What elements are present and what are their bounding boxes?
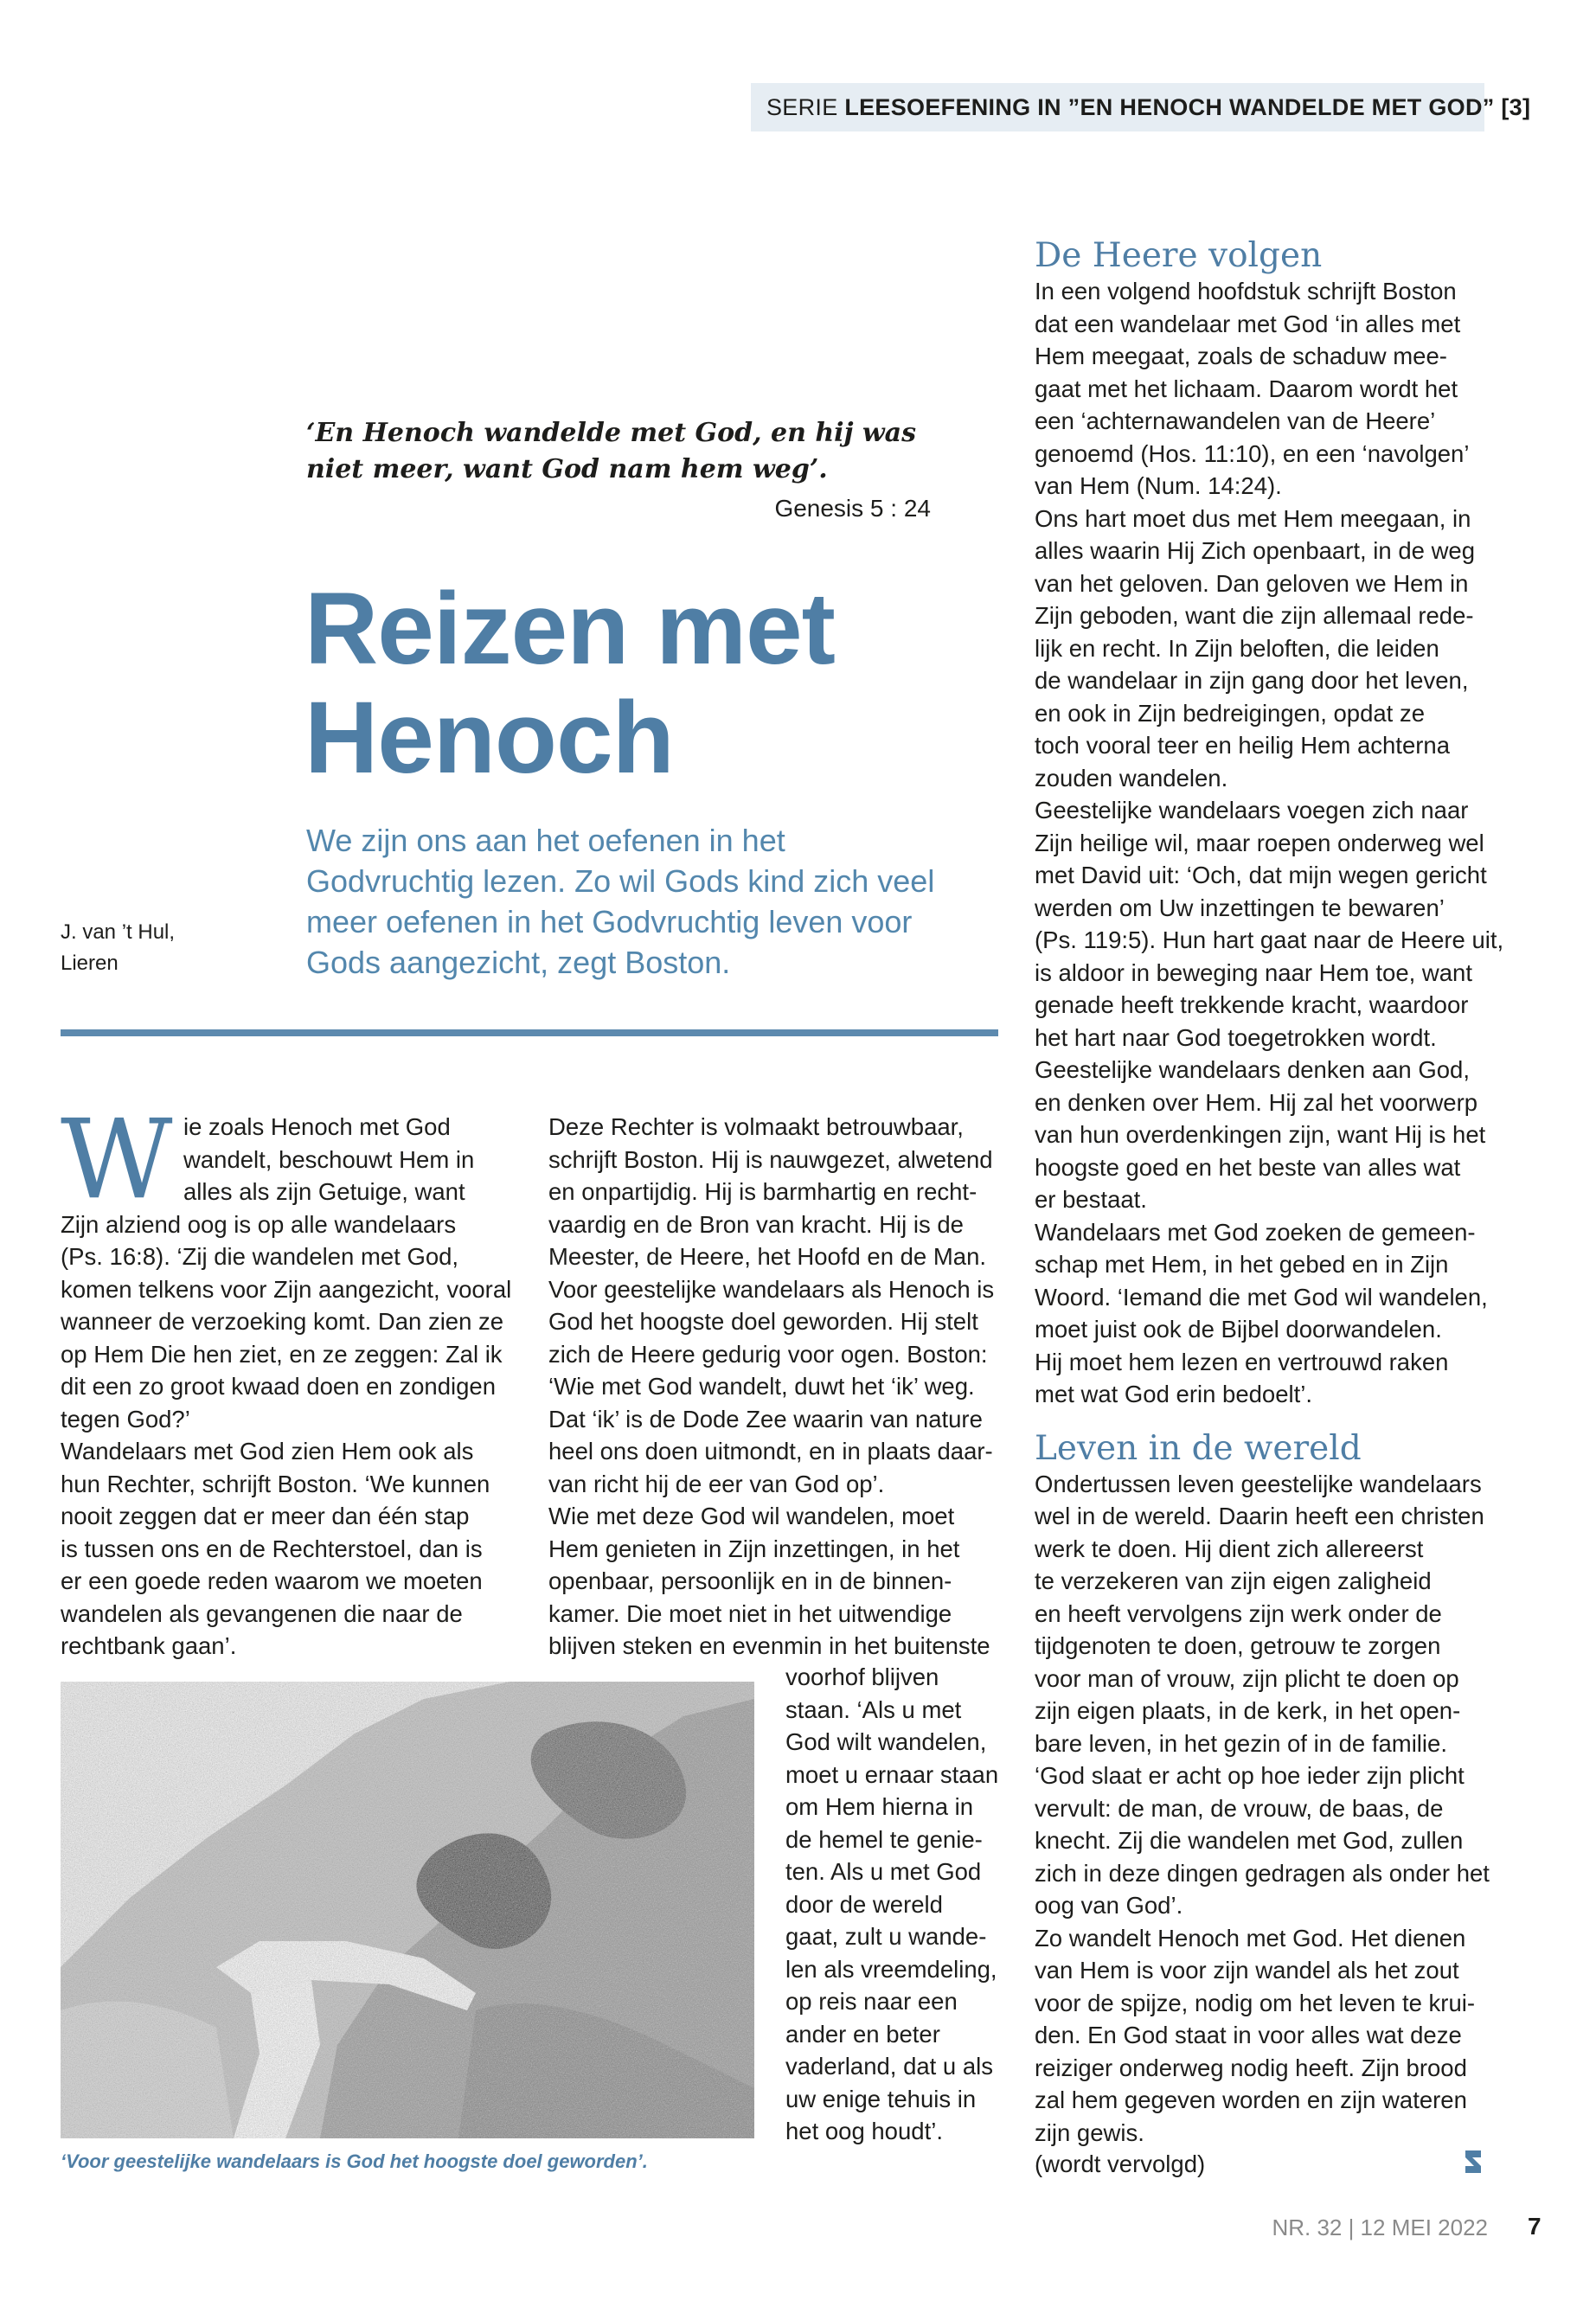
text-line: Voor geestelijke wandelaars als Henoch is xyxy=(548,1275,995,1303)
text-line: lijk en recht. In Zijn beloften, die leiden xyxy=(1035,634,1439,662)
text-line: Wie met deze God wil wandelen, moet xyxy=(548,1503,955,1529)
text-line: Hem meegaat, zoals de schaduw mee- xyxy=(1035,343,1447,369)
text-line: gaat met het lichaam. Daarom wordt het xyxy=(1035,375,1458,402)
text-line: rechtbank gaan’. xyxy=(61,1632,237,1659)
text-line: (Ps. 16:8). ‘Zij die wandelen met God, xyxy=(61,1243,459,1270)
text-line: alles waarin Hij Zich openbaart, in de weg xyxy=(1035,537,1476,564)
text-line: genade heeft trekkende kracht, waardoor xyxy=(1035,991,1469,1018)
text-line: alles als zijn Getuige, want xyxy=(183,1178,465,1205)
mountain-path-photo xyxy=(61,1682,754,2138)
text-line: wandelen als gevangenen die naar de xyxy=(61,1599,463,1627)
drop-cap: W xyxy=(61,1096,173,1223)
text-line: reiziger onderweg nodig heeft. Zijn brood xyxy=(1035,2054,1467,2081)
text-line: voor de spijze, nodig om het leven te krui- xyxy=(1035,1989,1476,2016)
text-line: met wat God erin bedoelt’. xyxy=(1035,1381,1313,1407)
text-line: Geestelijke wandelaars denken aan God, xyxy=(1035,1056,1470,1083)
text-line: Ondertussen leven geestelijke wandelaars xyxy=(1035,1470,1482,1497)
text-line: God het hoogste doel geworden. Hij stelt xyxy=(548,1308,978,1335)
text-line: Zijn alziend oog is op alle wandelaars xyxy=(61,1210,457,1238)
series-title: LEESOEFENING IN ”EN HENOCH WANDELDE MET GOD” [3] xyxy=(844,94,1531,120)
page-number: 7 xyxy=(1528,2213,1542,2240)
text-line: God wilt wandelen, xyxy=(785,1728,987,1755)
text-line: Zijn geboden, want die zijn allemaal rede- xyxy=(1035,602,1474,629)
text-line: het oog houdt’. xyxy=(785,2118,943,2144)
text-line: op reis naar een xyxy=(785,1988,958,2015)
text-line: dit een zo groot kwaad doen en zondigen xyxy=(61,1373,497,1400)
text-line: Dat ‘ik’ is de Dode Zee waarin van nature xyxy=(548,1405,983,1433)
bible-reference: Genesis 5 : 24 xyxy=(774,495,931,522)
text-line: van het geloven. Dan geloven we Hem in xyxy=(1035,569,1469,597)
text-line: een ‘achternawandelen van de Heere’ xyxy=(1035,407,1436,434)
body-column-1 xyxy=(61,1096,512,1663)
series-prefix: SERIE xyxy=(766,94,845,120)
text-line: len als vreemdeling, xyxy=(785,1955,997,1983)
text-line: uw enige tehuis in xyxy=(785,2085,977,2112)
text-line: wanneer de verzoeking komt. Dan zien ze xyxy=(61,1308,504,1335)
text-line: is tussen ons en de Rechterstoel, dan is xyxy=(61,1535,483,1562)
text-line: oog van God’. xyxy=(1035,1892,1183,1919)
text-line: Deze Rechter is volmaakt betrouwbaar, xyxy=(548,1113,964,1140)
text-line: moet juist ook de Bijbel doorwandelen. xyxy=(1035,1316,1442,1343)
text-line: en heeft vervolgens zijn werk onder de xyxy=(1035,1599,1442,1627)
text-line: om Hem hierna in xyxy=(785,1793,974,1820)
text-line: Zo wandelt Henoch met God. Het dienen xyxy=(1035,1924,1466,1952)
text-line: tegen God?’ xyxy=(61,1405,190,1433)
text-line: zijn eigen plaats, in de kerk, in het open- xyxy=(1035,1697,1461,1724)
text-line: In een volgend hoofdstuk schrijft Boston xyxy=(1035,278,1457,304)
text-line: tijdgenoten te doen, getrouw te zorgen xyxy=(1035,1632,1441,1659)
text-line: vaderland, dat u als xyxy=(785,2053,994,2080)
text-line: het hart naar God toegetrokken wordt. xyxy=(1035,1023,1437,1051)
text-line: heel ons doen uitmondt, en in plaats daar- xyxy=(548,1438,993,1465)
end-mark-icon xyxy=(1462,2147,1484,2176)
text-line: van hun overdenkingen zijn, want Hij is het xyxy=(1035,1121,1486,1148)
section-de-heere-volgen xyxy=(1035,275,1504,1411)
body-column-3 xyxy=(1035,236,1504,2149)
body-column-2-wrap xyxy=(785,1661,1000,2148)
text-line: en onpartijdig. Hij is barmhartig en recht- xyxy=(548,1178,977,1205)
article-lead: We zijn ons aan het oefenen in het Godvruchtig lezen. Zo wil Gods kind zich veel meer oefenen in het Godvruchtig leven voor Gods aangezicht, zegt Boston. xyxy=(306,823,935,980)
text-line: is aldoor in beweging naar Hem toe, want xyxy=(1035,958,1472,986)
bible-quote: ‘En Henoch wandelde met God, en hij was niet meer, want God nam hem weg’. xyxy=(306,418,917,484)
text-line: zijn gewis. xyxy=(1035,2118,1144,2146)
text-line: ‘God slaat er acht op hoe ieder zijn plicht xyxy=(1035,1762,1465,1789)
text-line: kamer. Die moet niet in het uitwendige xyxy=(548,1599,952,1627)
text-line: Wandelaars met God zoeken de gemeen- xyxy=(1035,1218,1476,1246)
mountain-path-illustration xyxy=(61,1682,754,2138)
to-be-continued: (wordt vervolgd) xyxy=(1035,2150,1206,2177)
text-line: gaat, zult u wande- xyxy=(785,1923,987,1950)
text-line: Meester, de Heere, het Hoofd en de Man. xyxy=(548,1243,986,1270)
text-line: te verzekeren van zijn eigen zaligheid xyxy=(1035,1567,1432,1594)
text-line: op Hem Die hen ziet, en ze zeggen: Zal ik xyxy=(61,1340,503,1368)
text-line: wel in de wereld. Daarin heeft een christen xyxy=(1035,1503,1484,1529)
text-line: Hem genieten in Zijn inzettingen, in het xyxy=(548,1535,960,1562)
text-line: bare leven, in het gezin of in de familie. xyxy=(1035,1729,1447,1757)
text-line: Woord. ‘Iemand die met God wil wandelen, xyxy=(1035,1283,1488,1311)
text-line: hoogste goed en het beste van alles wat xyxy=(1035,1153,1461,1181)
article-title xyxy=(304,572,927,795)
text-line: moet u ernaar staan xyxy=(785,1760,999,1788)
text-line: zich de Heere gedurig voor ogen. Boston: xyxy=(548,1340,988,1368)
text-line: zal hem gegeven worden en zijn wateren xyxy=(1035,2086,1467,2113)
text-line: schrijft Boston. Hij is nauwgezet, alwetend xyxy=(548,1145,993,1173)
text-line: zouden wandelen. xyxy=(1035,764,1228,792)
text-line: voorhof blijven xyxy=(785,1663,939,1690)
title-line: Henoch xyxy=(304,681,674,795)
text-line: van Hem (Num. 14:24). xyxy=(1035,472,1282,499)
text-line: met David uit: ‘Och, dat mijn wegen gericht xyxy=(1035,862,1487,888)
text-line: blijven steken en evenmin in het buitenste xyxy=(548,1632,990,1659)
text-line: de wandelaar in zijn gang door het leven, xyxy=(1035,667,1469,694)
text-line: van richt hij de eer van God op’. xyxy=(548,1470,885,1497)
photo-caption: ‘Voor geestelijke wandelaars is God het hoogste doel geworden’. xyxy=(61,2150,648,2172)
subheading-leven-in-de-wereld: Leven in de wereld xyxy=(1035,1428,1362,1468)
text-line: er bestaat. xyxy=(1035,1186,1147,1213)
section-divider xyxy=(61,1029,998,1036)
text-line: ander en beter xyxy=(785,2020,940,2048)
issue-info: NR. 32 | 12 MEI 2022 xyxy=(1272,2214,1488,2240)
text-line: den. En God staat in voor alles wat deze xyxy=(1035,2022,1462,2048)
author-place: Lieren xyxy=(61,952,119,975)
subheading-de-heere-volgen: De Heere volgen xyxy=(1035,236,1323,275)
author-credit xyxy=(61,917,234,979)
text-line: zich in deze dingen gedragen als onder het xyxy=(1035,1859,1490,1887)
text-line: ten. Als u met God xyxy=(785,1858,982,1885)
text-line: door de wereld xyxy=(785,1890,943,1918)
text-line: Ons hart moet dus met Hem meegaan, in xyxy=(1035,504,1471,532)
text-line: van Hem is voor zijn wandel als het zout xyxy=(1035,1957,1459,1984)
text-line: Wandelaars met God zien Hem ook als xyxy=(61,1438,474,1465)
text-line: ie zoals Henoch met God xyxy=(183,1113,451,1140)
text-line: de hemel te genie- xyxy=(785,1825,983,1853)
text-line: toch vooral teer en heilig Hem achterna xyxy=(1035,732,1450,759)
text-line: openbaar, persoonlijk en in de binnen- xyxy=(548,1567,952,1594)
text-line: dat een wandelaar met God ‘in alles met xyxy=(1035,310,1461,337)
text-line: en ook in Zijn bedreigingen, opdat ze xyxy=(1035,699,1426,727)
text-line: werk te doen. Hij dient zich allereerst xyxy=(1035,1535,1424,1562)
title-line: Reizen met xyxy=(304,572,835,686)
text-line: nooit zeggen dat er meer dan één stap xyxy=(61,1503,470,1529)
text-line: Hij moet hem lezen en vertrouwd raken xyxy=(1035,1348,1449,1375)
text-line: genoemd (Hos. 11:10), en een ‘navolgen’ xyxy=(1035,439,1470,467)
text-line: Zijn heilige wil, maar roepen onderweg wel xyxy=(1035,829,1484,856)
author-name: J. van ’t Hul, xyxy=(61,920,176,944)
text-line: hun Rechter, schrijft Boston. ‘We kunnen xyxy=(61,1470,490,1497)
body-column-2 xyxy=(548,1111,1000,1663)
text-line: Geestelijke wandelaars voegen zich naar xyxy=(1035,797,1469,824)
text-line: vervult: de man, de vrouw, de baas, de xyxy=(1035,1794,1444,1822)
text-line: wandelt, beschouwt Hem in xyxy=(183,1145,475,1173)
text-line: knecht. Zij die wandelen met God, zullen xyxy=(1035,1827,1464,1854)
text-line: ‘Wie met God wandelt, duwt het ‘ik’ weg. xyxy=(548,1373,975,1400)
text-line: staan. ‘Als u met xyxy=(785,1695,962,1723)
text-line: en denken over Hem. Hij zal het voorwerp xyxy=(1035,1088,1478,1116)
text-line: komen telkens voor Zijn aangezicht, vooral xyxy=(61,1275,512,1303)
series-header xyxy=(751,83,1531,131)
text-line: voor man of vrouw, zijn plicht te doen op xyxy=(1035,1664,1459,1692)
text-line: vaardig en de Bron van kracht. Hij is de xyxy=(548,1210,964,1238)
section-leven-in-de-wereld xyxy=(1035,1468,1490,2150)
text-line: (Ps. 119:5). Hun hart gaat naar de Heere uit, xyxy=(1035,926,1504,953)
text-line: er een goede reden waarom we moeten xyxy=(61,1567,483,1594)
text-line: schap met Hem, in het gebed en in Zijn xyxy=(1035,1251,1449,1278)
text-line: werden om Uw inzettingen te bewaren’ xyxy=(1035,894,1445,921)
